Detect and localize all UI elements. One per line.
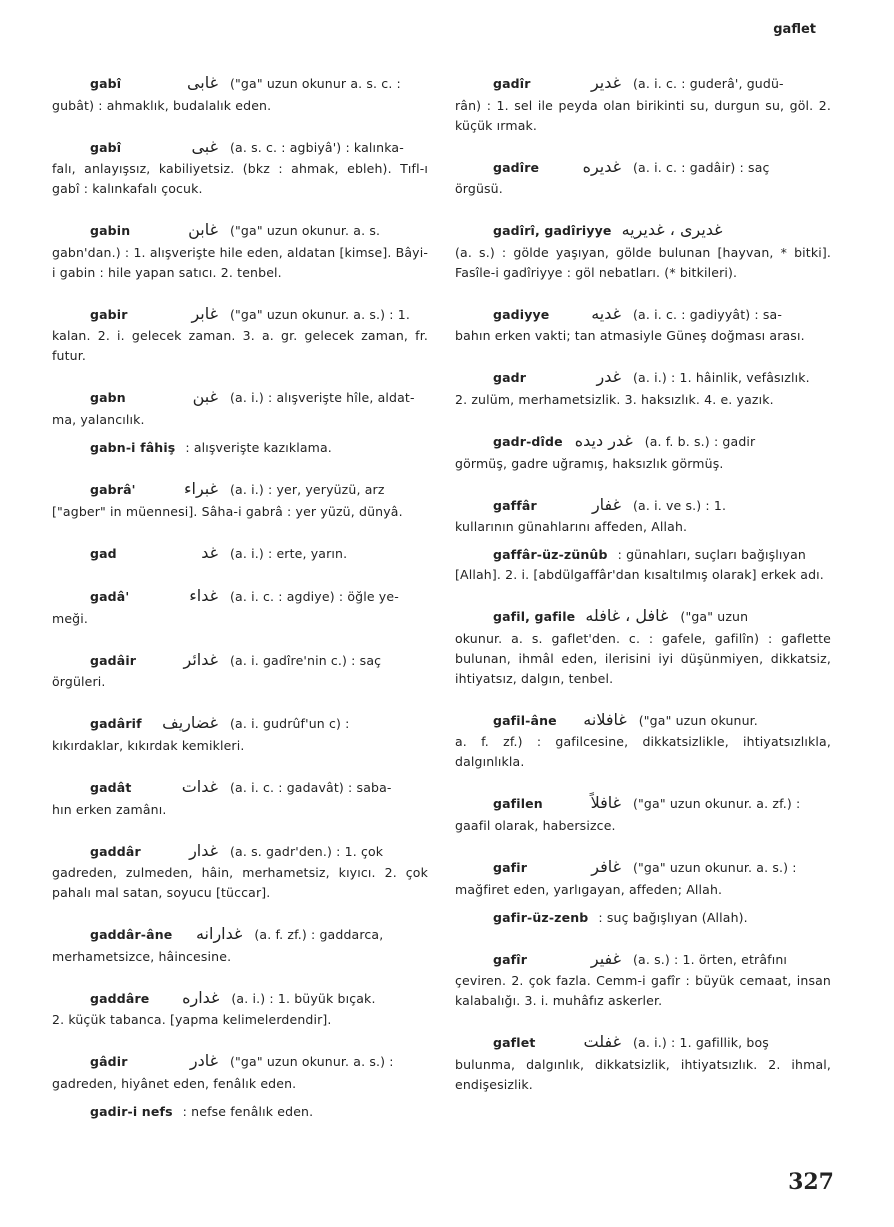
headword: gabrâ' <box>90 481 136 497</box>
headword: gadât <box>90 779 132 795</box>
arabic-script: غدار <box>189 840 218 860</box>
entry-head-line <box>52 217 428 243</box>
definition-start: (a. i. c. : guderâ', gudü- <box>633 76 784 91</box>
arabic-script: غدر ديده <box>574 430 633 450</box>
arabic-script: غدر <box>596 367 621 387</box>
headword: gabî <box>90 76 122 91</box>
definition-start: (a. i. c. : agdiye) : öğle ye- <box>230 589 399 605</box>
definition-text: gaafil olarak, habersizce. <box>455 817 616 833</box>
definition-text: [Allah]. 2. i. [abdülgaffâr'dan kısaltılmış olarak] erkek adı. <box>455 567 824 583</box>
dictionary-entry <box>455 301 831 347</box>
entry-head-line <box>455 428 831 454</box>
dictionary-entry <box>52 921 428 967</box>
entry-head-line <box>52 1048 428 1074</box>
definition-text: rân) : 1. sel ile peyda olan birikinti su, durgun su, göl. 2. küçük ırmak. <box>455 97 831 133</box>
entry-head-line <box>455 603 831 629</box>
definition-start: : günahları, suçları bağışlıyan <box>617 547 806 563</box>
definition-text: bahın erken vakti; tan atmasiyle Güneş doğması arası. <box>455 328 805 344</box>
arabic-script: غبى <box>191 136 218 156</box>
dictionary-entry <box>52 985 428 1031</box>
dictionary-entry <box>52 70 428 116</box>
definition-start: (a. s. c. : agbiyâ') : kalınka- <box>230 139 404 155</box>
arabic-script: غدير <box>590 73 621 92</box>
headword: gabir <box>90 306 128 322</box>
definition-text: kıkırdaklar, kıkırdak kemikleri. <box>52 737 245 753</box>
arabic-script: غفلت <box>583 1032 621 1052</box>
dictionary-entry <box>52 540 428 566</box>
headword: gaddâr <box>90 843 141 859</box>
headword: gaddâre <box>90 990 150 1006</box>
definition-start: (a. s.) : 1. örten, etrâfını <box>633 951 788 967</box>
definition-start: (a. i.) : erte, yarın. <box>230 545 348 561</box>
definition-text: 2. zulüm, merhametsizlik. 3. haksızlık. 4. e. yazık. <box>455 391 774 407</box>
definition-start: (a. i. c. : gadavât) : saba- <box>230 779 392 795</box>
entry-head-line <box>52 1102 428 1122</box>
left-column <box>52 70 428 1140</box>
entry-head-line <box>52 301 428 327</box>
entry-head-line <box>52 921 428 947</box>
dictionary-entry <box>455 364 831 410</box>
arabic-script: غدائر <box>183 649 218 669</box>
definition-start: (a. f. b. s.) : gadir <box>644 433 756 449</box>
arabic-script: غد <box>201 542 218 562</box>
entry-head-line <box>52 774 428 800</box>
dictionary-entry <box>52 710 428 756</box>
headword: gadir-i nefs <box>90 1103 173 1119</box>
headword: gafil-âne <box>493 712 557 728</box>
entry-head-line <box>52 710 428 736</box>
definition-text: okunur. a. s. gaflet'den. c. : gafele, gafilîn) : gaflette bulunan, ihmâl eden, ilerisini iyi düşünmiyen, dikkatsiz, ihtiyatsız, dalgın, tenbel. <box>455 630 831 686</box>
definition-start: ("ga" uzun okunur. a. s.) : <box>230 1054 394 1070</box>
definition-start: ("ga" uzun okunur. a. s. <box>230 223 381 239</box>
headword: gadîre <box>493 159 540 175</box>
dictionary-entry <box>455 492 831 538</box>
dictionary-entry <box>52 438 428 458</box>
arabic-script: غافل ، غافله <box>585 606 669 626</box>
dictionary-entry <box>455 908 831 928</box>
entry-head-line <box>52 134 428 160</box>
entry-head-line <box>52 384 428 410</box>
definition-start: : suç bağışlıyan (Allah). <box>598 909 748 925</box>
definition-start: ("ga" uzun okunur. a. zf.) : <box>633 796 801 812</box>
definition-start: : nefse fenâlık eden. <box>182 1103 314 1119</box>
arabic-script: غديرى ، غديريه <box>621 220 723 240</box>
definition-text: çeviren. 2. çok fazla. Cemm-i gafîr : büyük cemaat, insan kalabalığı. 3. i. muhâfız askerler. <box>455 973 831 1009</box>
dictionary-entry <box>52 476 428 522</box>
entry-head-line <box>52 438 428 458</box>
headword: gafilen <box>493 796 543 812</box>
definition-text: meği. <box>52 610 88 626</box>
headword: gafil, gafile <box>493 609 576 625</box>
definition-start: ("ga" uzun okunur. <box>638 712 758 728</box>
definition-start: (a. i. c. : gadâir) : saç <box>633 159 770 175</box>
definition-text: gabn'dan.) : 1. alışverişte hile eden, aldatan [kimse]. Bâyi-i gabin : hile yapan satıcı. 2. tenbel. <box>52 244 428 280</box>
entry-head-line <box>455 492 831 518</box>
dictionary-entry <box>455 603 831 689</box>
headword: gadâ' <box>90 589 130 605</box>
definition-start: ("ga" uzun okunur. a. s.) : 1. <box>230 306 411 322</box>
entry-head-line <box>52 838 428 864</box>
entry-head-line <box>52 647 428 673</box>
right-column <box>455 70 831 1113</box>
headword: gadîr <box>493 76 531 91</box>
definition-text: görmüş, gadre uğramış, haksızlık görmüş. <box>455 455 724 471</box>
dictionary-entry <box>455 854 831 900</box>
arabic-script: غضاريف <box>162 713 218 733</box>
dictionary-entry <box>52 134 428 200</box>
entry-head-line <box>455 154 831 180</box>
definition-start: (a. i. gadîre'nin c.) : saç <box>230 652 382 668</box>
definition-start: (a. s. gadr'den.) : 1. çok <box>230 843 384 859</box>
headword: gaddâr-âne <box>90 927 173 943</box>
dictionary-entry <box>455 1029 831 1095</box>
definition-start: (a. f. zf.) : gaddarca, <box>254 927 384 943</box>
dictionary-entry <box>455 790 831 836</box>
headword: gabn-i fâhiş <box>90 439 176 455</box>
definition-start: (a. i. c. : gadiyyât) : sa- <box>633 306 783 322</box>
entry-head-line <box>455 70 831 96</box>
arabic-script: غبراء <box>184 478 218 498</box>
definition-text: (a. s.) : gölde yaşıyan, gölde bulunan [hayvan, * bitki]. Fasîle-i gadîriyye : göl nebatları. (* bitkileri). <box>455 244 831 280</box>
dictionary-entry <box>455 217 831 283</box>
entry-head-line <box>455 707 831 733</box>
definition-start: (a. i.) : 1. hâinlik, vefâsızlık. <box>633 370 810 386</box>
dictionary-entry <box>52 301 428 367</box>
definition-text: ma, yalancılık. <box>52 411 145 427</box>
headword: gâdir <box>90 1054 128 1070</box>
entry-head-line <box>52 540 428 566</box>
dictionary-entry <box>455 946 831 1012</box>
definition-text: hın erken zamânı. <box>52 801 167 817</box>
entry-head-line <box>455 946 831 972</box>
headword: gaffâr-üz-zünûb <box>493 547 608 563</box>
definition-text: gadreden, hiyânet eden, fenâlık eden. <box>52 1075 297 1091</box>
headword: gadârif <box>90 716 142 732</box>
dictionary-entry <box>455 154 831 200</box>
headword: gadâir <box>90 652 137 668</box>
dictionary-entry <box>52 647 428 693</box>
entry-head-line <box>455 545 831 565</box>
definition-start: (a. i.) : 1. büyük bıçak. <box>231 990 376 1006</box>
headword: gadr <box>493 370 527 386</box>
dictionary-entry <box>455 707 831 773</box>
headword: gad <box>90 545 117 561</box>
dictionary-entry <box>52 774 428 820</box>
headword: gadîrî, gadîriyye <box>493 223 612 239</box>
dictionary-entry <box>52 384 428 430</box>
arabic-script: غابر <box>191 303 218 323</box>
headword: gadiyye <box>493 306 550 322</box>
definition-text: bulunma, dalgınlık, dikkatsizlik, ihtiyatsızlık. 2. ihmal, endişesizlik. <box>455 1056 831 1092</box>
headword: gaflet <box>493 1035 536 1051</box>
entry-head-line <box>52 476 428 502</box>
dictionary-entry <box>455 70 831 136</box>
definition-text: merhametsizce, hâincesine. <box>52 948 232 964</box>
arabic-script: غفار <box>591 494 621 514</box>
entry-head-line <box>455 364 831 390</box>
running-header: gaflet <box>773 22 816 37</box>
arabic-script: غديره <box>582 156 621 176</box>
entry-head-line <box>455 301 831 327</box>
definition-start: ("ga" uzun <box>680 609 749 625</box>
definition-text: örgüsü. <box>455 181 503 197</box>
entry-head-line <box>52 985 428 1011</box>
entry-head-line <box>455 854 831 880</box>
arabic-script: غداء <box>189 586 218 606</box>
definition-start: ("ga" uzun okunur. a. s.) : <box>633 859 797 875</box>
dictionary-entry <box>455 428 831 474</box>
arabic-script: غديه <box>591 303 621 323</box>
entry-head-line <box>455 790 831 816</box>
dictionary-entry <box>52 217 428 283</box>
definition-text: 2. küçük tabanca. [yapma kelimelerdendir]. <box>52 1012 332 1028</box>
definition-text: a. f. zf.) : gafilcesine, dikkatsizlikle, ihtiyatsızlıkla, dalgınlıkla. <box>455 734 831 770</box>
arabic-script: غافر <box>591 856 621 876</box>
entry-head-line <box>455 908 831 928</box>
headword: gabin <box>90 223 131 239</box>
arabic-script: غدات <box>181 776 218 796</box>
arabic-script: غابى <box>186 73 218 92</box>
definition-text: mağfiret eden, yarlıgayan, affeden; Allah. <box>455 881 723 897</box>
definition-start: (a. i.) : alışverişte hîle, aldat- <box>230 390 415 406</box>
definition-text: gadreden, zulmeden, hâin, merhametsiz, kıyıcı. 2. çok pahalı mal satan, soyucu [tüccar]. <box>52 865 428 901</box>
dictionary-entry <box>52 583 428 629</box>
arabic-script: غافلانه <box>583 709 627 729</box>
headword: gafîr <box>493 951 528 967</box>
definition-text: örgüleri. <box>52 674 106 690</box>
entry-head-line <box>455 1029 831 1055</box>
arabic-script: غادر <box>189 1051 218 1071</box>
dictionary-entry <box>52 838 428 904</box>
arabic-script: غفير <box>590 948 621 968</box>
dictionary-entry <box>52 1048 428 1094</box>
arabic-script: غافلاً <box>590 793 621 813</box>
arabic-script: غابن <box>188 220 218 240</box>
headword: gabî <box>90 139 122 155</box>
definition-start: : alışverişte kazıklama. <box>185 439 332 455</box>
entry-head-line <box>52 583 428 609</box>
definition-start: (a. i. gudrûf'un c) : <box>230 716 350 732</box>
definition-start: (a. i. ve s.) : 1. <box>633 497 727 513</box>
headword: gabn <box>90 390 126 406</box>
definition-text: kullarının günahlarını affeden, Allah. <box>455 519 688 535</box>
dictionary-entry <box>52 1102 428 1122</box>
dictionary-entry <box>455 545 831 585</box>
definition-text: gubât) : ahmaklık, budalalık eden. <box>52 97 272 113</box>
definition-text: ["agber" in müennesi]. Sâha-i gabrâ : yer yüzü, dünyâ. <box>52 503 403 519</box>
arabic-script: غدارانه <box>195 924 243 944</box>
headword: gaffâr <box>493 497 537 513</box>
definition-text: kalan. 2. i. gelecek zaman. 3. a. gr. gelecek zaman, fr. futur. <box>52 328 428 364</box>
definition-start: ("ga" uzun okunur a. s. c. : <box>230 76 401 91</box>
headword: gafir-üz-zenb <box>493 909 589 925</box>
definition-start: (a. i.) : yer, yeryüzü, arz <box>230 481 385 497</box>
entry-head-line <box>52 70 428 96</box>
definition-text: falı, anlayışsız, kabiliyetsiz. (bkz : ahmak, ebleh). Tıfl-ı gabî : kalınkafalı çocuk. <box>52 161 428 197</box>
headword: gafir <box>493 859 528 875</box>
arabic-script: غداره <box>182 987 220 1007</box>
headword: gadr-dîde <box>493 433 563 449</box>
entry-head-line <box>455 217 831 243</box>
definition-start: (a. i.) : 1. gafillik, boş <box>633 1035 769 1051</box>
arabic-script: غبن <box>192 387 218 407</box>
page-number: 327 <box>788 1169 834 1195</box>
